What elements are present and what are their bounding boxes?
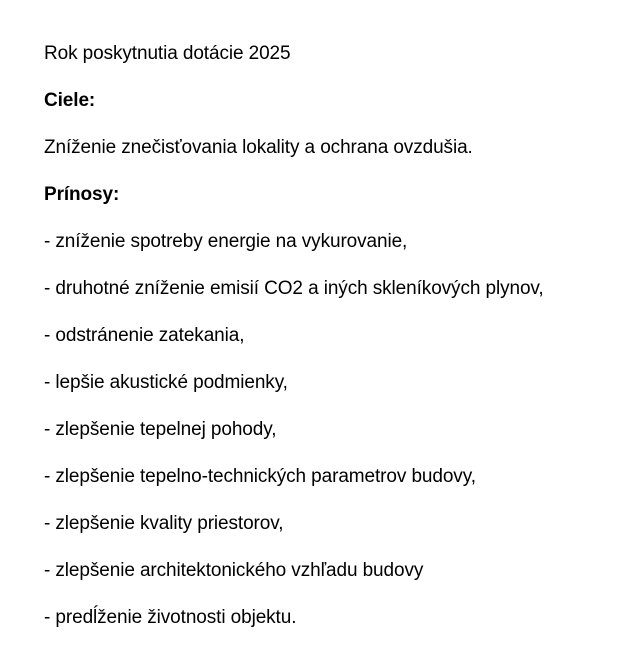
benefits-heading: Prínosy: <box>44 184 120 205</box>
benefit-item: - zlepšenie architektonického vzhľadu budovy <box>44 560 424 581</box>
benefit-item: - zlepšenie tepelnej pohody, <box>44 419 277 440</box>
benefits-list <box>44 230 624 630</box>
benefit-item: - lepšie akustické podmienky, <box>44 372 288 393</box>
goals-text: Zníženie znečisťovania lokality a ochrana ovzdušia. <box>44 137 473 158</box>
benefit-item: - zníženie spotreby energie na vykurovanie, <box>44 231 408 252</box>
document-page <box>44 42 624 653</box>
goals-heading: Ciele: <box>44 90 96 111</box>
subsidy-year-line: Rok poskytnutia dotácie 2025 <box>44 43 291 64</box>
benefit-item: - odstránenie zatekania, <box>44 325 245 346</box>
benefit-item: - druhotné zníženie emisií CO2 a iných skleníkových plynov, <box>44 278 544 299</box>
benefit-item: - zlepšenie kvality priestorov, <box>44 513 284 534</box>
benefit-item: - predĺženie životnosti objektu. <box>44 607 297 628</box>
benefit-item: - zlepšenie tepelno-technických parametrov budovy, <box>44 466 476 487</box>
